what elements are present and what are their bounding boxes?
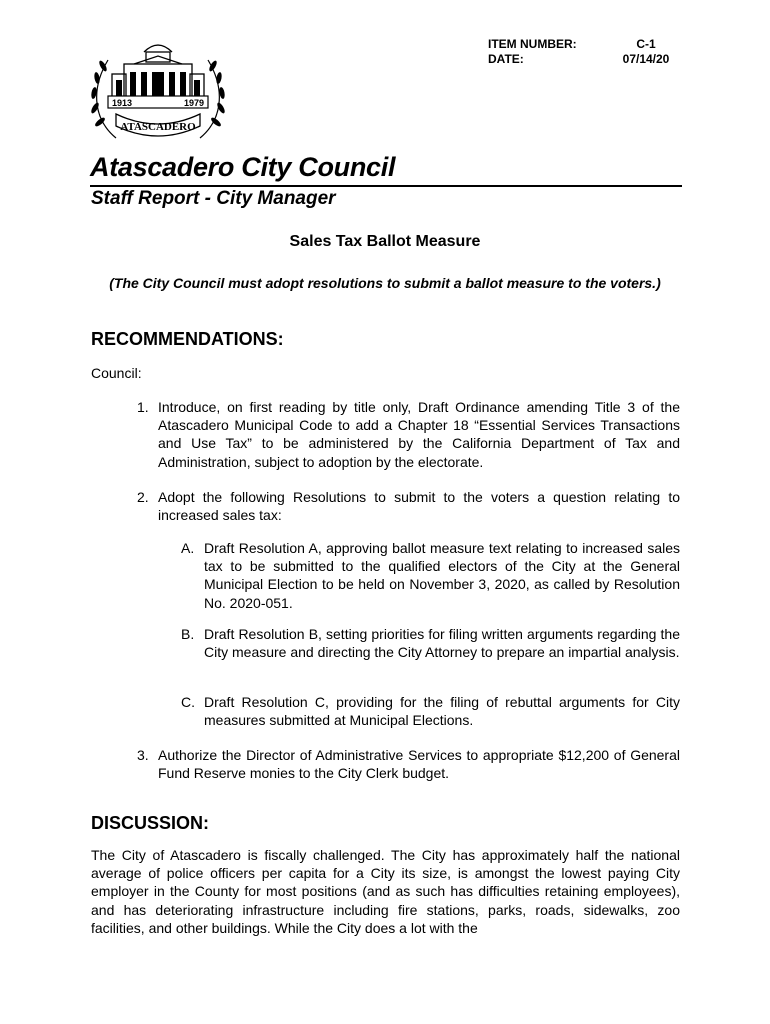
- item-number-value: C-1: [636, 37, 656, 51]
- discussion-heading: DISCUSSION:: [91, 813, 210, 833]
- page-subtitle: Staff Report - City Manager: [91, 188, 336, 209]
- date-value: 07/14/20: [622, 52, 670, 66]
- city-seal-logo: [86, 30, 230, 150]
- report-note: (The City Council must adopt resolutions to submit a ballot measure to the voters.): [109, 275, 661, 291]
- recommendation-subitem: [181, 539, 680, 612]
- item-marker: 2.: [137, 489, 149, 505]
- item-text: Authorize the Director of Administrative Services to appropriate $12,200 of General Fund Reserve monies to the City Clerk budget.: [158, 747, 680, 782]
- meta-labels: [488, 37, 577, 67]
- recommendation-item: [137, 398, 680, 471]
- report-title: Sales Tax Ballot Measure: [289, 233, 481, 250]
- subitem-text: Draft Resolution B, setting priorities for filing written arguments regarding the City measure and directing the City Attorney to prepare an impartial analysis.: [204, 626, 680, 661]
- item-number-label: ITEM NUMBER:: [488, 37, 577, 51]
- recommendation-item: [137, 488, 680, 524]
- subitem-marker: A.: [181, 540, 195, 556]
- subitem-text: Draft Resolution A, approving ballot measure text relating to increased sales tax to be submitted to the qualified electors of the City at the General Municipal Election to be held on November 3, 2020, as called by Resolution No. 2020-051.: [204, 540, 680, 611]
- item-text: Introduce, on first reading by title only, Draft Ordinance amending Title 3 of the Atascadero Municipal Code to add a Chapter 18 “Essential Services Transactions and Use Tax” to be administered by the California Department of Tax and Administration, subject to adoption by the electorate.: [158, 399, 680, 470]
- page-title: Atascadero City Council: [90, 150, 682, 187]
- recommendation-subitem: [181, 625, 680, 661]
- recommendation-item: [137, 746, 680, 782]
- subitem-text: Draft Resolution C, providing for the filing of rebuttal arguments for City measures submitted at Municipal Elections.: [204, 694, 680, 729]
- date-label: DATE:: [488, 52, 524, 66]
- recommendations-heading: RECOMMENDATIONS:: [91, 329, 284, 349]
- discussion-text: The City of Atascadero is fiscally challenged. The City has approximately half the national average of police officers per capita for a City its size, is amongst the lowest paying City employer in the County for most positions (and as such has difficulties retaining employees), and has deteriorating infrastructure including fire stations, parks, roads, sidewalks, zoo facilities, and other buildings. While the City does a lot with the: [91, 847, 680, 936]
- item-marker: 1.: [137, 399, 149, 415]
- meta-values: [620, 37, 672, 67]
- recommendation-subitem: [181, 693, 680, 729]
- item-text: Adopt the following Resolutions to submit to the voters a question relating to increased sales tax:: [158, 489, 680, 524]
- recommendations-intro: Council:: [91, 365, 142, 381]
- seal-year-left: 1913: [111, 98, 133, 108]
- seal-year-right: 1979: [183, 98, 205, 108]
- subitem-marker: B.: [181, 626, 195, 642]
- seal-name: ATASCADERO: [120, 121, 196, 133]
- item-marker: 3.: [137, 747, 149, 763]
- subitem-marker: C.: [181, 694, 195, 710]
